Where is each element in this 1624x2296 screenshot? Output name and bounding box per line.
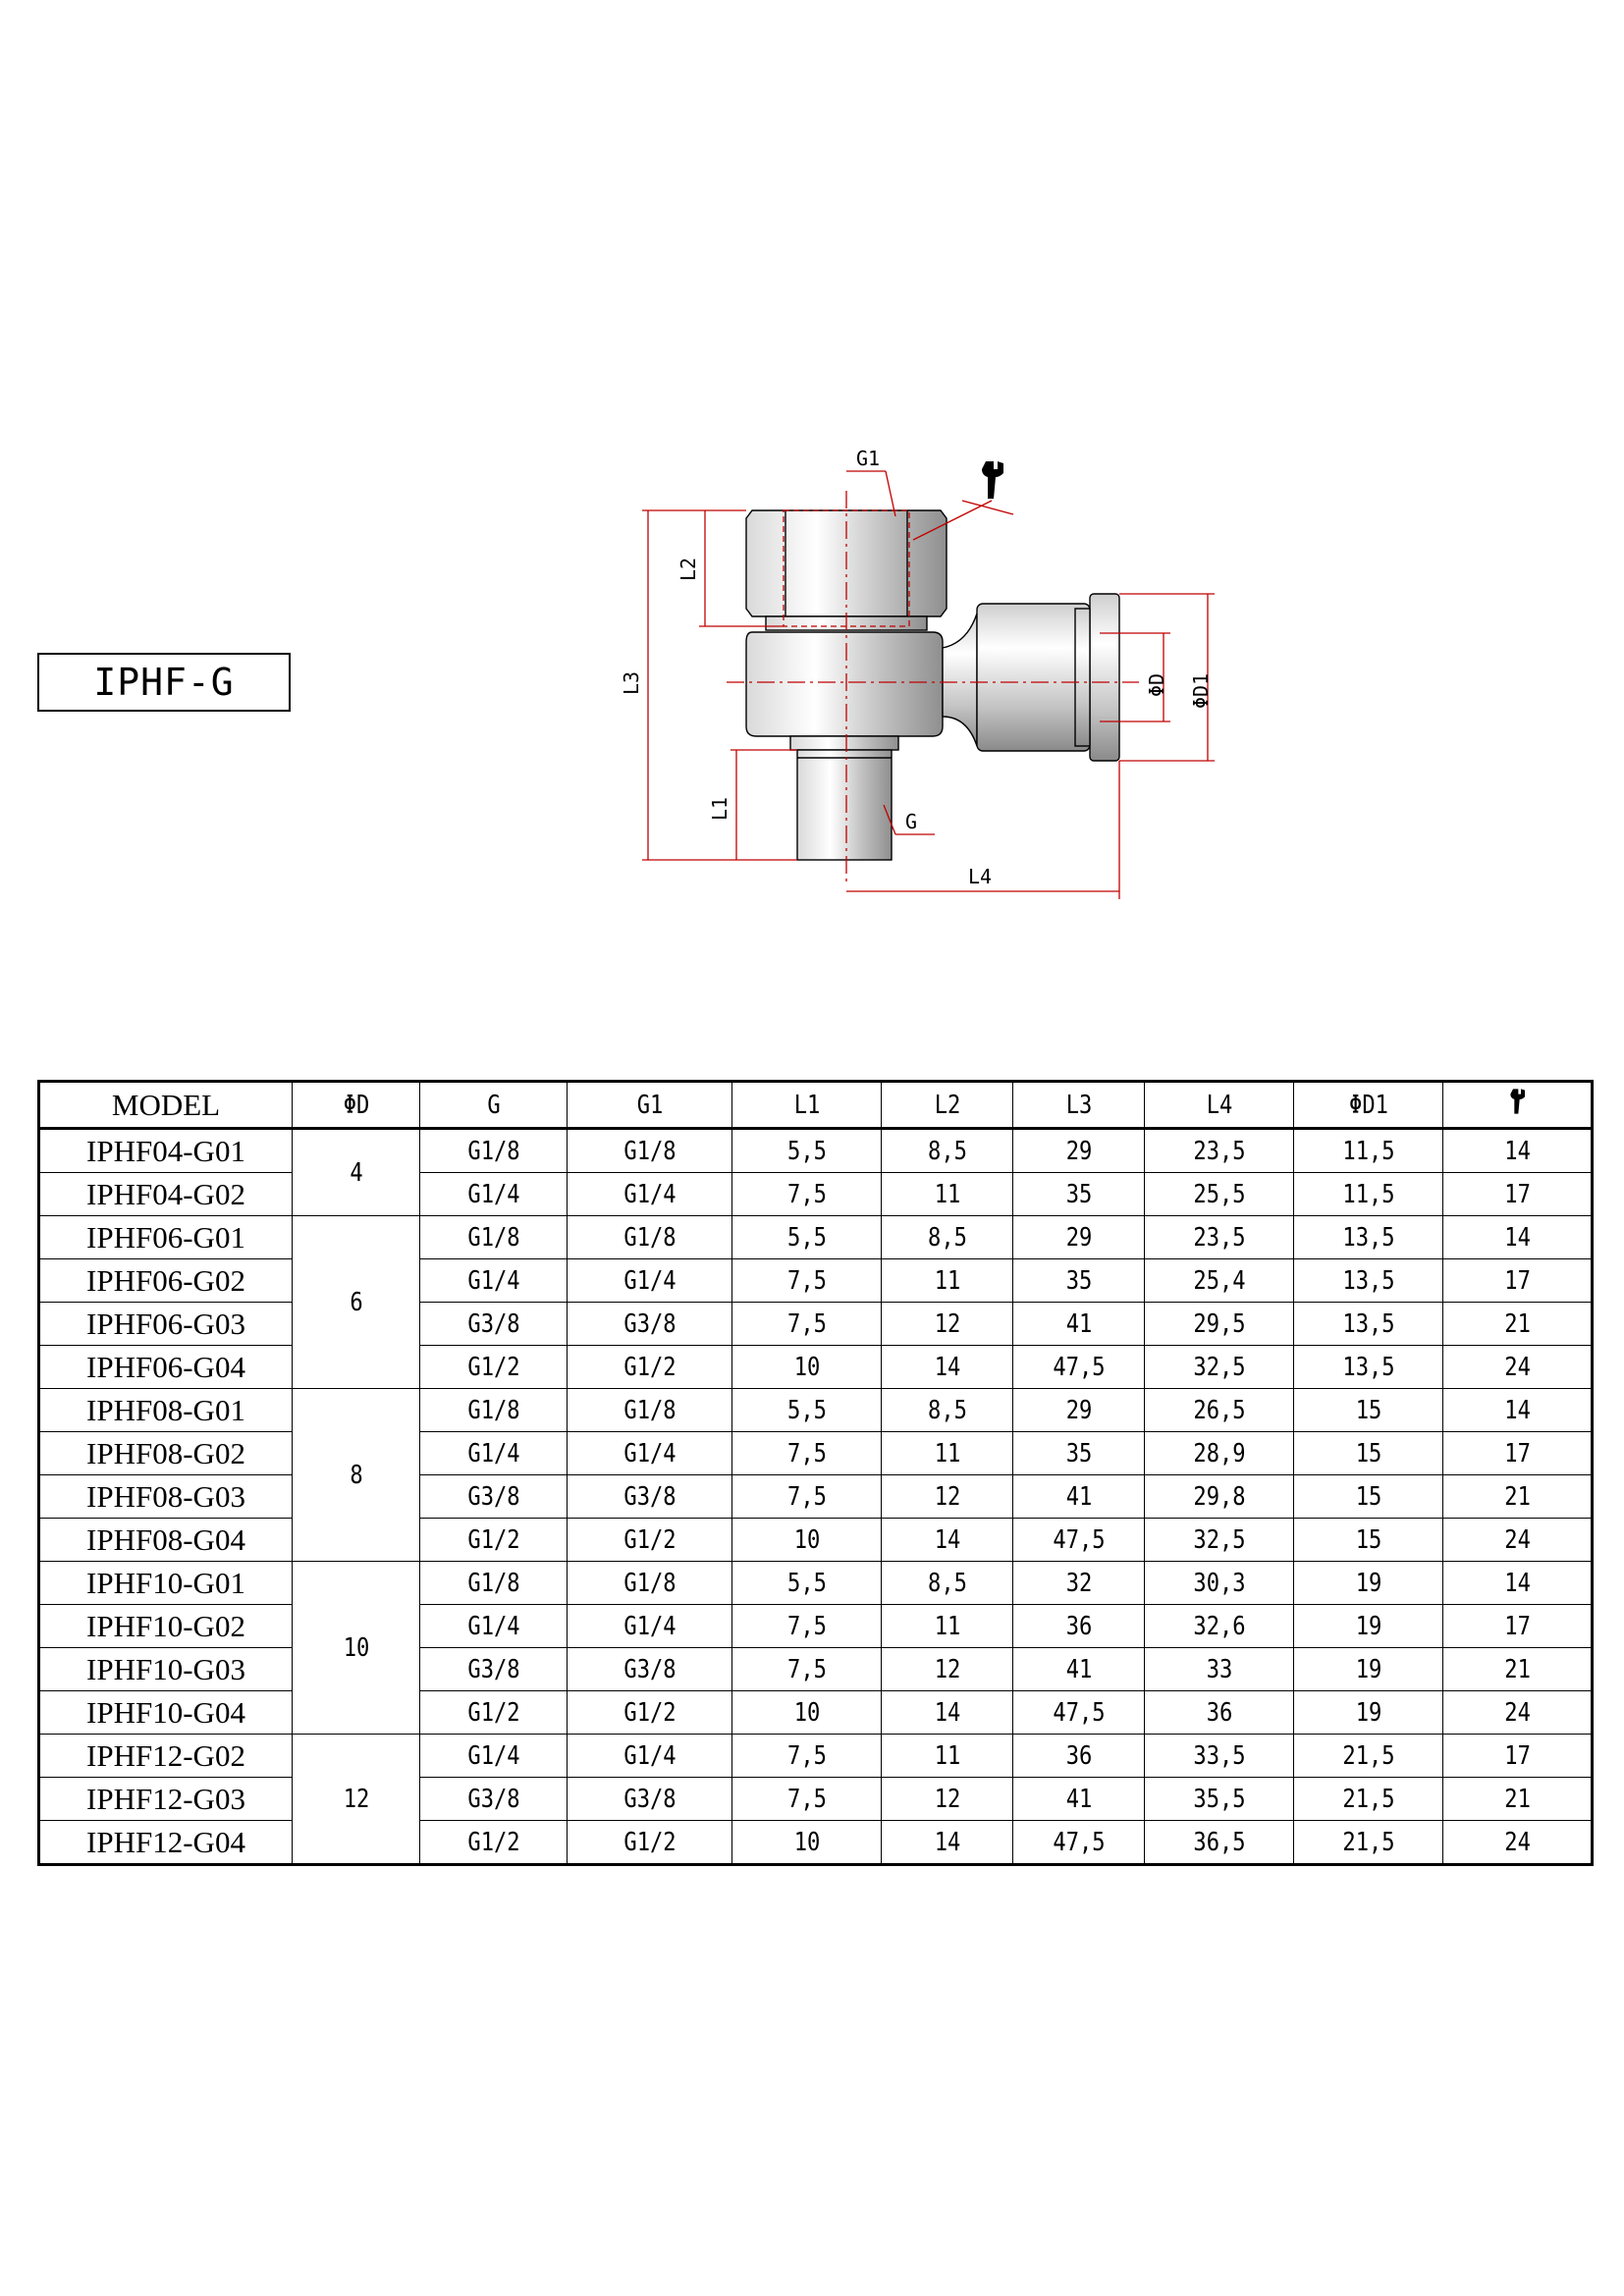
d1-cell: 13,5 [1305, 1346, 1432, 1389]
g1-cell: G1/4 [579, 1432, 720, 1475]
l2-cell: 11 [892, 1432, 1003, 1475]
wrench-size-cell: 17 [1454, 1259, 1581, 1303]
l4-cell: 29,5 [1156, 1303, 1282, 1346]
d-label: ΦD [1145, 672, 1168, 697]
l1-cell: 7,5 [743, 1778, 870, 1821]
fitting-technical-drawing [620, 442, 1237, 913]
l3-cell: 29 [1023, 1389, 1135, 1432]
d1-cell: 13,5 [1305, 1216, 1432, 1259]
l2-cell: 12 [892, 1475, 1003, 1519]
diameter-cell: 4 [301, 1129, 410, 1216]
table-row [39, 1821, 1593, 1865]
wrench-size-cell: 14 [1454, 1562, 1581, 1605]
l3-cell: 47,5 [1023, 1519, 1135, 1562]
model-cell: IPHF06-G01 [39, 1216, 293, 1259]
l4-cell: 29,8 [1156, 1475, 1282, 1519]
table-row [39, 1346, 1593, 1389]
wrench-size-cell: 17 [1454, 1735, 1581, 1778]
model-cell: IPHF10-G02 [39, 1605, 293, 1648]
l2-cell: 14 [892, 1691, 1003, 1735]
table-row [39, 1303, 1593, 1346]
l4-cell: 33 [1156, 1648, 1282, 1691]
g1-cell: G1/2 [579, 1821, 720, 1865]
l1-cell: 5,5 [743, 1389, 870, 1432]
wrench-size-cell: 24 [1454, 1691, 1581, 1735]
table-row [39, 1432, 1593, 1475]
l4-cell: 36 [1156, 1691, 1282, 1735]
l1-cell: 7,5 [743, 1432, 870, 1475]
g-cell: G1/4 [431, 1432, 557, 1475]
col-header-g1: G1 [579, 1082, 720, 1129]
g-cell: G1/8 [431, 1389, 557, 1432]
table-row [39, 1475, 1593, 1519]
l4-cell: 30,3 [1156, 1562, 1282, 1605]
wrench-size-cell: 14 [1454, 1389, 1581, 1432]
l3-cell: 47,5 [1023, 1691, 1135, 1735]
col-header-wrench [1443, 1082, 1593, 1129]
fitting-body [746, 510, 1119, 860]
l4-cell: 35,5 [1156, 1778, 1282, 1821]
col-header-l2: L2 [892, 1082, 1003, 1129]
g-cell: G1/8 [431, 1129, 557, 1173]
d1-cell: 15 [1305, 1389, 1432, 1432]
model-title: IPHF-G [37, 653, 291, 712]
model-cell: IPHF10-G03 [39, 1648, 293, 1691]
table-row [39, 1648, 1593, 1691]
l4-cell: 28,9 [1156, 1432, 1282, 1475]
wrench-size-cell: 21 [1454, 1475, 1581, 1519]
g1-cell: G3/8 [579, 1778, 720, 1821]
g-cell: G1/2 [431, 1519, 557, 1562]
l1-cell: 5,5 [743, 1129, 870, 1173]
l1-cell: 7,5 [743, 1735, 870, 1778]
model-cell: IPHF06-G02 [39, 1259, 293, 1303]
col-header-l4: L4 [1156, 1082, 1282, 1129]
l2-cell: 8,5 [892, 1216, 1003, 1259]
col-header-model: MODEL [39, 1082, 293, 1129]
d1-cell: 19 [1305, 1648, 1432, 1691]
l2-cell: 12 [892, 1303, 1003, 1346]
l3-cell: 41 [1023, 1475, 1135, 1519]
l4-cell: 23,5 [1156, 1129, 1282, 1173]
l3-cell: 29 [1023, 1129, 1135, 1173]
col-header-d1: ΦD1 [1305, 1082, 1432, 1129]
wrench-size-cell: 21 [1454, 1648, 1581, 1691]
l2-cell: 8,5 [892, 1389, 1003, 1432]
model-cell: IPHF08-G02 [39, 1432, 293, 1475]
l3-cell: 35 [1023, 1432, 1135, 1475]
l3-cell: 36 [1023, 1605, 1135, 1648]
model-cell: IPHF12-G02 [39, 1735, 293, 1778]
l4-label: L4 [968, 865, 993, 888]
table-header-row [39, 1082, 1593, 1129]
g-cell: G3/8 [431, 1303, 557, 1346]
d1-cell: 19 [1305, 1605, 1432, 1648]
l1-cell: 10 [743, 1346, 870, 1389]
g1-cell: G1/2 [579, 1691, 720, 1735]
wrench-size-cell: 17 [1454, 1605, 1581, 1648]
l1-cell: 7,5 [743, 1605, 870, 1648]
wrench-size-cell: 14 [1454, 1216, 1581, 1259]
g1-cell: G3/8 [579, 1303, 720, 1346]
l1-cell: 7,5 [743, 1259, 870, 1303]
g1-cell: G1/4 [579, 1259, 720, 1303]
l3-cell: 41 [1023, 1648, 1135, 1691]
l3-label: L3 [620, 670, 643, 695]
wrench-size-cell: 24 [1454, 1346, 1581, 1389]
g-cell: G1/4 [431, 1605, 557, 1648]
diameter-cell: 10 [301, 1562, 410, 1735]
l2-cell: 11 [892, 1735, 1003, 1778]
model-cell: IPHF10-G01 [39, 1562, 293, 1605]
l1-label: L1 [708, 796, 731, 821]
l2-cell: 11 [892, 1605, 1003, 1648]
g-cell: G1/2 [431, 1691, 557, 1735]
l4-cell: 33,5 [1156, 1735, 1282, 1778]
g-cell: G3/8 [431, 1778, 557, 1821]
wrench-size-cell: 14 [1454, 1129, 1581, 1173]
d1-cell: 13,5 [1305, 1303, 1432, 1346]
g1-cell: G1/2 [579, 1519, 720, 1562]
diameter-cell: 12 [301, 1735, 410, 1865]
d1-cell: 19 [1305, 1691, 1432, 1735]
l2-cell: 14 [892, 1821, 1003, 1865]
g-cell: G1/2 [431, 1821, 557, 1865]
g-cell: G1/4 [431, 1259, 557, 1303]
l1-cell: 7,5 [743, 1303, 870, 1346]
table-row [39, 1778, 1593, 1821]
d1-cell: 21,5 [1305, 1735, 1432, 1778]
model-cell: IPHF10-G04 [39, 1691, 293, 1735]
table-row [39, 1562, 1593, 1605]
l1-cell: 7,5 [743, 1475, 870, 1519]
model-cell: IPHF12-G03 [39, 1778, 293, 1821]
table-row [39, 1129, 1593, 1173]
l2-cell: 14 [892, 1346, 1003, 1389]
l2-cell: 12 [892, 1648, 1003, 1691]
wrench-icon [982, 461, 1003, 499]
l4-cell: 25,5 [1156, 1173, 1282, 1216]
table-body [39, 1129, 1593, 1865]
table-row [39, 1605, 1593, 1648]
l3-cell: 29 [1023, 1216, 1135, 1259]
wrench-size-cell: 17 [1454, 1432, 1581, 1475]
d1-cell: 13,5 [1305, 1259, 1432, 1303]
l2-cell: 12 [892, 1778, 1003, 1821]
l1-cell: 10 [743, 1519, 870, 1562]
l3-cell: 36 [1023, 1735, 1135, 1778]
table-row [39, 1691, 1593, 1735]
wrench-size-cell: 17 [1454, 1173, 1581, 1216]
g1-cell: G1/4 [579, 1605, 720, 1648]
l2-cell: 11 [892, 1173, 1003, 1216]
g1-cell: G1/8 [579, 1216, 720, 1259]
l1-cell: 10 [743, 1821, 870, 1865]
l4-cell: 36,5 [1156, 1821, 1282, 1865]
g-cell: G1/4 [431, 1173, 557, 1216]
d1-cell: 15 [1305, 1475, 1432, 1519]
model-cell: IPHF08-G03 [39, 1475, 293, 1519]
dimension-table [37, 1080, 1594, 1866]
l2-label: L2 [677, 557, 700, 581]
l3-cell: 32 [1023, 1562, 1135, 1605]
l3-cell: 41 [1023, 1303, 1135, 1346]
table-row [39, 1389, 1593, 1432]
d1-cell: 21,5 [1305, 1821, 1432, 1865]
l1-cell: 5,5 [743, 1216, 870, 1259]
g1-cell: G3/8 [579, 1475, 720, 1519]
g1-cell: G1/8 [579, 1562, 720, 1605]
l3-cell: 47,5 [1023, 1821, 1135, 1865]
model-cell: IPHF06-G04 [39, 1346, 293, 1389]
model-cell: IPHF06-G03 [39, 1303, 293, 1346]
l2-cell: 14 [892, 1519, 1003, 1562]
table-row [39, 1519, 1593, 1562]
wrench-size-cell: 21 [1454, 1303, 1581, 1346]
g1-cell: G1/4 [579, 1735, 720, 1778]
wrench-size-cell: 24 [1454, 1821, 1581, 1865]
d1-cell: 11,5 [1305, 1129, 1432, 1173]
g-cell: G1/2 [431, 1346, 557, 1389]
g-cell: G3/8 [431, 1475, 557, 1519]
l3-cell: 35 [1023, 1173, 1135, 1216]
g1-cell: G1/8 [579, 1129, 720, 1173]
l4-cell: 23,5 [1156, 1216, 1282, 1259]
l3-cell: 41 [1023, 1778, 1135, 1821]
diameter-cell: 6 [301, 1216, 410, 1389]
table-row [39, 1216, 1593, 1259]
g-cell: G1/8 [431, 1216, 557, 1259]
l1-cell: 10 [743, 1691, 870, 1735]
g1-cell: G1/8 [579, 1389, 720, 1432]
model-cell: IPHF04-G01 [39, 1129, 293, 1173]
g-cell: G1/4 [431, 1735, 557, 1778]
wrench-size-cell: 24 [1454, 1519, 1581, 1562]
l3-cell: 47,5 [1023, 1346, 1135, 1389]
table-row [39, 1735, 1593, 1778]
d1-cell: 15 [1305, 1519, 1432, 1562]
l4-cell: 32,6 [1156, 1605, 1282, 1648]
model-cell: IPHF08-G01 [39, 1389, 293, 1432]
d1-cell: 15 [1305, 1432, 1432, 1475]
model-cell: IPHF04-G02 [39, 1173, 293, 1216]
l4-cell: 32,5 [1156, 1519, 1282, 1562]
g1-cell: G1/2 [579, 1346, 720, 1389]
d1-cell: 11,5 [1305, 1173, 1432, 1216]
g1-label: G1 [856, 447, 881, 470]
g1-cell: G1/4 [579, 1173, 720, 1216]
g1-cell: G3/8 [579, 1648, 720, 1691]
col-header-l1: L1 [743, 1082, 870, 1129]
table-row [39, 1259, 1593, 1303]
g-cell: G1/8 [431, 1562, 557, 1605]
table-row [39, 1173, 1593, 1216]
l4-cell: 25,4 [1156, 1259, 1282, 1303]
l2-cell: 8,5 [892, 1562, 1003, 1605]
wrench-size-cell: 21 [1454, 1778, 1581, 1821]
col-header-l3: L3 [1023, 1082, 1135, 1129]
d1-label: ΦD1 [1189, 672, 1213, 709]
d1-cell: 19 [1305, 1562, 1432, 1605]
l3-cell: 35 [1023, 1259, 1135, 1303]
model-cell: IPHF12-G04 [39, 1821, 293, 1865]
wrench-icon [1506, 1088, 1528, 1115]
col-header-g: G [431, 1082, 557, 1129]
model-cell: IPHF08-G04 [39, 1519, 293, 1562]
diameter-cell: 8 [301, 1389, 410, 1562]
l4-cell: 32,5 [1156, 1346, 1282, 1389]
l1-cell: 7,5 [743, 1648, 870, 1691]
g-label: G [905, 810, 918, 833]
l2-cell: 8,5 [892, 1129, 1003, 1173]
l1-cell: 5,5 [743, 1562, 870, 1605]
l1-cell: 7,5 [743, 1173, 870, 1216]
d1-cell: 21,5 [1305, 1778, 1432, 1821]
g-cell: G3/8 [431, 1648, 557, 1691]
col-header-d: ΦD [301, 1082, 410, 1129]
l2-cell: 11 [892, 1259, 1003, 1303]
l4-cell: 26,5 [1156, 1389, 1282, 1432]
